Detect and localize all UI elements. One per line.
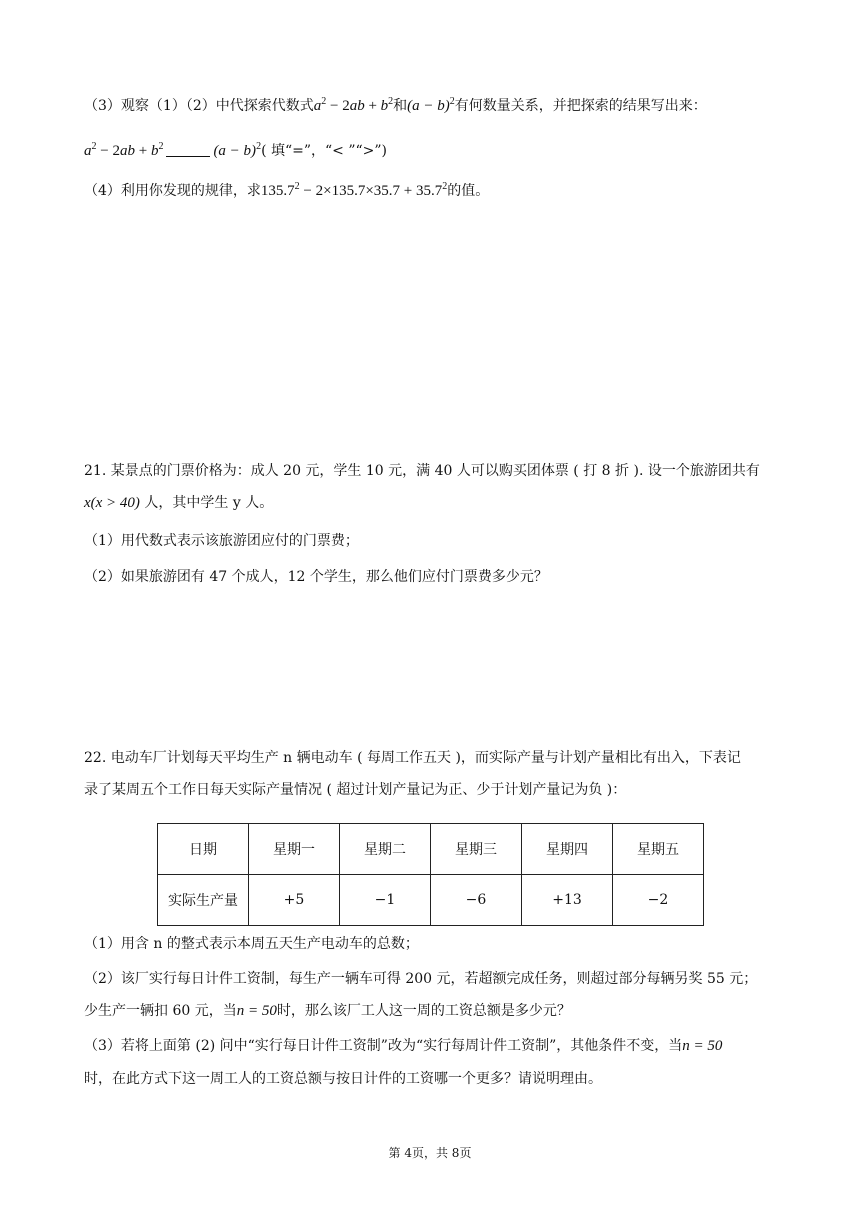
q20-part4-text: （4）利用你发现的规律，求	[84, 183, 261, 199]
table-cell: −2	[613, 875, 704, 926]
q21-part2: （2）如果旅游团有 47 个成人，12 个学生，那么他们应付门票费多少元？	[84, 569, 548, 585]
q21-part1: （1）用代数式表示该旅游团应付的门票费；	[84, 533, 359, 549]
q20-part3-line	[84, 95, 707, 117]
q20-part4-line	[84, 180, 489, 202]
q20-part4-expr: $135.7^2 - 2\times 135.7\times 35.7 + 35.7^2$	[260, 181, 448, 199]
q22-part2-line1: （2）该厂实行每日计件工资制，每生产一辆车可得 200 元，若超额完成任务，则超过部分每辆另奖 55 元；	[84, 971, 758, 987]
table-cell: +13	[522, 875, 613, 926]
table-header-cell: 日期	[158, 824, 249, 875]
q21-line1: 21. 某景点的门票价格为：成人 20 元，学生 10 元，满 40 人可以购买团体票 ( 打 8 折 ). 设一个旅游团共有	[84, 463, 760, 479]
table-header-cell: 星期四	[522, 824, 613, 875]
table-header-row	[158, 824, 704, 875]
table-header-cell: 星期一	[249, 824, 340, 875]
table-cell: +5	[249, 875, 340, 926]
q21-line2: x(x > 40) 人，其中学生 y 人。	[84, 495, 274, 511]
table-header-cell: 星期二	[340, 824, 431, 875]
table-row	[158, 875, 704, 926]
q22-part3-line2: 时，在此方式下这一周工人的工资总额与按日计件的工资哪一个更多？请说明理由。	[84, 1071, 602, 1087]
table-header-cell: 星期五	[613, 824, 704, 875]
q22-line1: 22. 电动车厂计划每天平均生产 n 辆电动车 ( 每周工作五天 )，而实际产量与计划产量相比有出入，下表记	[84, 750, 741, 766]
page-footer: 第 4页，共 8页	[388, 1146, 472, 1160]
q20-answer-blank[interactable]	[166, 142, 210, 157]
q20-and-text: 和	[393, 98, 408, 114]
table-header-cell: 星期三	[431, 824, 522, 875]
q20-part3-post: 有何数量关系，并把探索的结果写出来：	[454, 98, 707, 114]
q21-var-x: x(x > 40)	[84, 495, 140, 511]
q20-fill-hint: ( 填“=”，“< ”“>”)	[261, 143, 388, 159]
production-table	[157, 823, 704, 926]
q22-line2: 录了某周五个工作日每天实际产量情况 ( 超过计划产量记为正、少于计划产量记为负 )：	[84, 782, 627, 798]
q20-part4-post: 的值。	[447, 183, 490, 199]
q20-fill-line	[84, 140, 387, 162]
table-cell: −6	[431, 875, 522, 926]
q20-expr-a2-2ab-b2: $a^2 - 2ab + b^2$	[313, 96, 394, 114]
table-cell: 实际生产量	[158, 875, 249, 926]
q22-cond-n50-b: n = 50	[682, 1038, 723, 1054]
q22-part1: （1）用含 n 的整式表示本周五天生产电动车的总数；	[84, 936, 419, 952]
q20-expr-a-minus-b-sq: $(a - b)^2$	[407, 96, 455, 114]
q22-cond-n50: n = 50	[236, 1003, 277, 1019]
q22-part2-line2: 少生产一辆扣 60 元，当n = 50时，那么该厂工人这一周的工资总额是多少元？	[84, 1003, 571, 1019]
q20-fill-expr-right: $(a - b)^2$	[213, 141, 262, 159]
table-cell: −1	[340, 875, 431, 926]
q20-part3-text: （3）观察（1）（2）中代探索代数式	[84, 98, 314, 114]
q22-part3-line1: （3）若将上面第 (2) 问中“实行每日计件工资制”改为“实行每周计件工资制”，其他条件不变，当n = 50	[84, 1038, 723, 1054]
q20-fill-expr-left: $a^2 - 2ab + b^2$	[84, 141, 164, 159]
